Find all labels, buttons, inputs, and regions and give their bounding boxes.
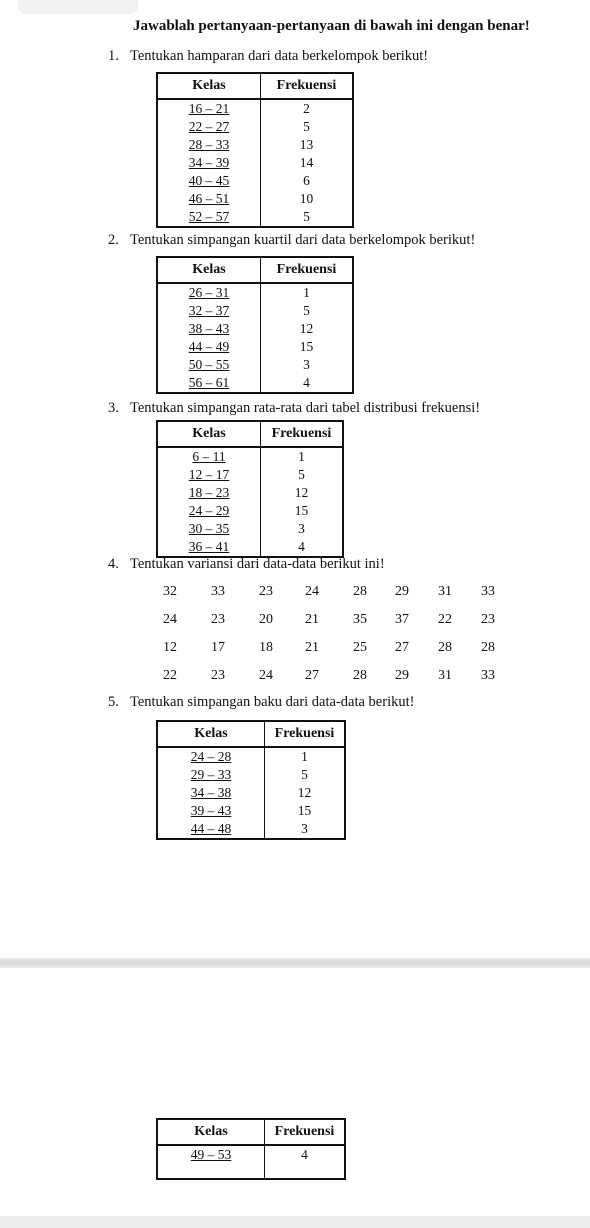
kelas-value: 50 – 55	[188, 357, 230, 372]
question-1	[108, 48, 428, 65]
kelas-cell	[157, 118, 261, 136]
column-header-kelas: Kelas	[157, 1119, 265, 1145]
kelas-cell	[157, 447, 261, 466]
question-number: 2.	[108, 232, 119, 248]
data-value: 29	[395, 668, 409, 683]
frequency-table-4	[156, 720, 346, 840]
table-row	[157, 784, 345, 802]
data-value: 32	[163, 584, 177, 599]
kelas-value: 52 – 57	[188, 209, 230, 224]
kelas-cell	[157, 320, 261, 338]
table-row	[157, 136, 353, 154]
question-2	[108, 232, 475, 249]
table-row	[157, 99, 353, 118]
frekuensi-cell: 12	[261, 484, 344, 502]
column-header-frekuensi: Frekuensi	[261, 73, 354, 99]
column-header-frekuensi: Frekuensi	[265, 1119, 346, 1145]
question-text: Tentukan hamparan dari data berkelompok berikut!	[130, 48, 429, 64]
data-value: 18	[259, 640, 273, 655]
data-value: 23	[211, 612, 225, 627]
frekuensi-cell: 4	[261, 374, 354, 393]
frekuensi-cell: 4	[265, 1145, 346, 1179]
frequency-table-3	[156, 420, 344, 558]
kelas-value: 29 – 33	[190, 767, 232, 782]
bottom-edge	[0, 1216, 590, 1228]
column-header-frekuensi: Frekuensi	[261, 257, 354, 283]
frekuensi-cell: 5	[261, 302, 354, 320]
data-value: 29	[395, 584, 409, 599]
kelas-value: 18 – 23	[188, 485, 230, 500]
table-row	[157, 320, 353, 338]
frekuensi-cell: 13	[261, 136, 354, 154]
kelas-value: 44 – 49	[188, 339, 230, 354]
data-value: 28	[438, 640, 452, 655]
table-row	[157, 172, 353, 190]
kelas-cell	[157, 302, 261, 320]
table-row	[157, 447, 343, 466]
frekuensi-cell: 15	[261, 502, 344, 520]
data-value: 28	[481, 640, 495, 655]
table-row	[157, 766, 345, 784]
kelas-cell	[157, 356, 261, 374]
data-value: 27	[395, 640, 409, 655]
frekuensi-cell: 4	[261, 538, 344, 557]
table-row	[157, 820, 345, 839]
data-value: 17	[211, 640, 225, 655]
frekuensi-cell: 5	[265, 766, 346, 784]
frekuensi-cell: 1	[261, 447, 344, 466]
page-separator	[0, 958, 590, 968]
kelas-value: 38 – 43	[188, 321, 230, 336]
kelas-value: 34 – 38	[190, 785, 232, 800]
table-row	[157, 802, 345, 820]
kelas-value: 46 – 51	[188, 191, 230, 206]
data-value: 31	[438, 668, 452, 683]
frekuensi-cell: 14	[261, 154, 354, 172]
question-number: 4.	[108, 556, 119, 572]
table-row	[157, 484, 343, 502]
data-value: 21	[305, 640, 319, 655]
data-value: 27	[305, 668, 319, 683]
frekuensi-cell: 1	[265, 747, 346, 766]
table-row	[157, 520, 343, 538]
data-value: 23	[259, 584, 273, 599]
data-value: 22	[163, 668, 177, 683]
data-value: 23	[211, 668, 225, 683]
table-row	[157, 502, 343, 520]
table-row	[157, 154, 353, 172]
kelas-value: 26 – 31	[188, 285, 230, 300]
data-value: 24	[305, 584, 319, 599]
table-row	[157, 466, 343, 484]
data-value: 37	[395, 612, 409, 627]
kelas-cell	[157, 784, 265, 802]
data-value: 23	[481, 612, 495, 627]
kelas-value: 24 – 29	[188, 503, 230, 518]
frekuensi-cell: 15	[265, 802, 346, 820]
table-row	[157, 747, 345, 766]
kelas-cell	[157, 338, 261, 356]
table-row	[157, 538, 343, 557]
column-header-kelas: Kelas	[157, 421, 261, 447]
table-row	[157, 302, 353, 320]
kelas-cell	[157, 99, 261, 118]
kelas-cell	[157, 283, 261, 302]
question-number: 1.	[108, 48, 119, 64]
data-value: 28	[353, 668, 367, 683]
question-number: 3.	[108, 400, 119, 416]
kelas-cell	[157, 154, 261, 172]
kelas-value: 39 – 43	[190, 803, 232, 818]
kelas-cell	[157, 1145, 265, 1179]
top-edge-shadow	[18, 0, 138, 14]
frekuensi-cell: 1	[261, 283, 354, 302]
data-value: 31	[438, 584, 452, 599]
table-row	[157, 118, 353, 136]
page-title: Jawablah pertanyaan-pertanyaan di bawah ini dengan benar!	[133, 18, 530, 34]
data-value: 12	[163, 640, 177, 655]
data-value: 35	[353, 612, 367, 627]
frekuensi-cell: 2	[261, 99, 354, 118]
kelas-value: 32 – 37	[188, 303, 230, 318]
kelas-cell	[157, 484, 261, 502]
kelas-value: 56 – 61	[188, 375, 230, 390]
kelas-value: 36 – 41	[188, 539, 230, 554]
data-value: 22	[438, 612, 452, 627]
data-value: 33	[481, 584, 495, 599]
kelas-value: 44 – 48	[190, 821, 232, 836]
kelas-value: 6 – 11	[192, 449, 226, 464]
column-header-frekuensi: Frekuensi	[261, 421, 344, 447]
kelas-value: 16 – 21	[188, 101, 230, 116]
frekuensi-cell: 15	[261, 338, 354, 356]
kelas-value: 40 – 45	[188, 173, 230, 188]
table-row	[157, 1145, 345, 1179]
data-value: 24	[163, 612, 177, 627]
kelas-cell	[157, 520, 261, 538]
frequency-table-2	[156, 256, 354, 394]
data-value: 25	[353, 640, 367, 655]
question-3	[108, 400, 480, 417]
question-text: Tentukan variansi dari data-data berikut ini!	[130, 556, 385, 572]
kelas-value: 49 – 53	[190, 1147, 232, 1162]
kelas-cell	[157, 802, 265, 820]
data-value: 21	[305, 612, 319, 627]
question-5	[108, 694, 414, 711]
frekuensi-cell: 5	[261, 208, 354, 227]
kelas-cell	[157, 190, 261, 208]
kelas-cell	[157, 136, 261, 154]
column-header-kelas: Kelas	[157, 73, 261, 99]
kelas-value: 24 – 28	[190, 749, 232, 764]
frequency-table-5	[156, 1118, 346, 1180]
question-text: Tentukan simpangan kuartil dari data berkelompok berikut!	[130, 232, 476, 248]
kelas-value: 28 – 33	[188, 137, 230, 152]
kelas-cell	[157, 466, 261, 484]
column-header-frekuensi: Frekuensi	[265, 721, 346, 747]
kelas-cell	[157, 502, 261, 520]
data-value: 28	[353, 584, 367, 599]
frekuensi-cell: 12	[265, 784, 346, 802]
kelas-cell	[157, 374, 261, 393]
kelas-cell	[157, 766, 265, 784]
kelas-value: 34 – 39	[188, 155, 230, 170]
table-row	[157, 356, 353, 374]
kelas-cell	[157, 208, 261, 227]
frekuensi-cell: 5	[261, 118, 354, 136]
data-value: 24	[259, 668, 273, 683]
frequency-table-1	[156, 72, 354, 228]
kelas-value: 22 – 27	[188, 119, 230, 134]
kelas-cell	[157, 747, 265, 766]
frekuensi-cell: 3	[265, 820, 346, 839]
table-row	[157, 374, 353, 393]
column-header-kelas: Kelas	[157, 257, 261, 283]
kelas-cell	[157, 820, 265, 839]
table-row	[157, 283, 353, 302]
frekuensi-cell: 6	[261, 172, 354, 190]
table-row	[157, 338, 353, 356]
frekuensi-cell: 3	[261, 520, 344, 538]
kelas-cell	[157, 538, 261, 557]
question-number: 5.	[108, 694, 119, 710]
kelas-value: 30 – 35	[188, 521, 230, 536]
kelas-value: 12 – 17	[188, 467, 230, 482]
question-text: Tentukan simpangan rata-rata dari tabel distribusi frekuensi!	[130, 400, 481, 416]
data-value: 33	[481, 668, 495, 683]
frekuensi-cell: 5	[261, 466, 344, 484]
question-4	[108, 556, 385, 573]
kelas-cell	[157, 172, 261, 190]
table-row	[157, 190, 353, 208]
data-value: 33	[211, 584, 225, 599]
frekuensi-cell: 3	[261, 356, 354, 374]
table-row	[157, 208, 353, 227]
frekuensi-cell: 12	[261, 320, 354, 338]
frekuensi-cell: 10	[261, 190, 354, 208]
question-text: Tentukan simpangan baku dari data-data berikut!	[130, 694, 415, 710]
column-header-kelas: Kelas	[157, 721, 265, 747]
data-value: 20	[259, 612, 273, 627]
